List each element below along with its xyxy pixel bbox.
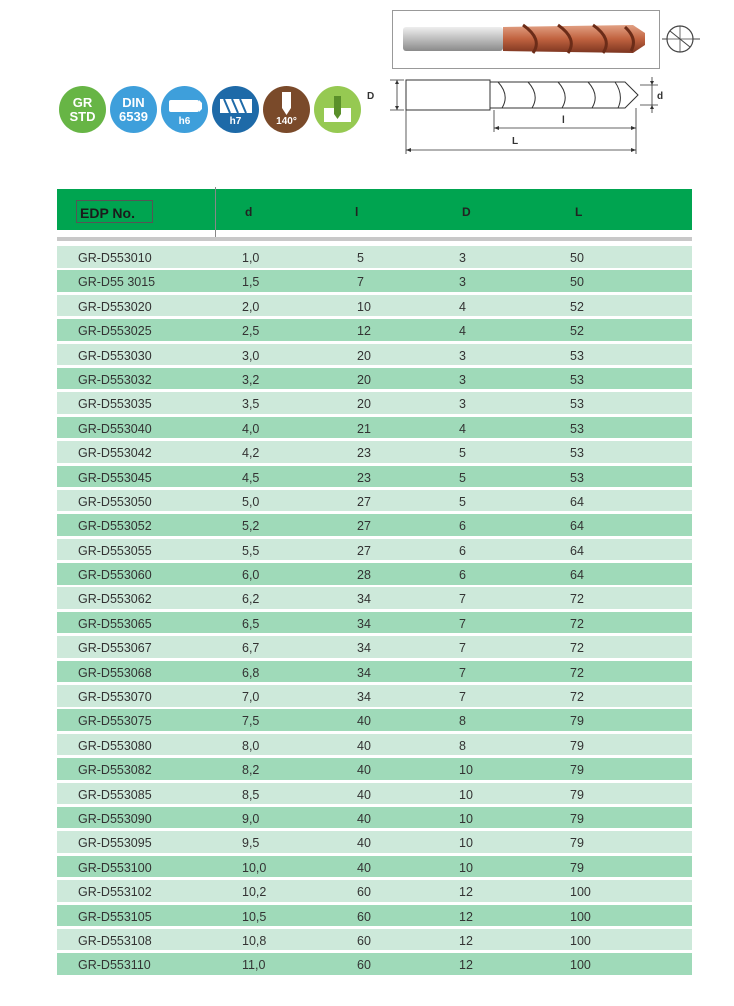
D-cell: 7 [459,616,466,631]
L-cell: 100 [570,933,591,948]
D-cell: 3 [459,275,466,290]
D-cell: 5 [459,446,466,461]
d-cell: 2,5 [242,324,260,339]
table-row [57,246,692,268]
d-cell: 8,5 [242,787,260,802]
d-cell: 10,8 [242,933,267,948]
din-line1: DIN [122,94,145,110]
table-row [57,319,692,341]
table-header [57,189,692,230]
edp-cell: GR-D553095 [78,836,152,851]
D-cell: 8 [459,714,466,729]
l-cell: 40 [357,860,371,875]
L-cell: 53 [570,421,584,436]
D-cell: 7 [459,592,466,607]
L-cell: 72 [570,690,584,705]
edp-cell: GR-D55 3015 [78,275,156,290]
d-cell: 3,0 [242,348,260,363]
d-cell: 2,0 [242,299,260,314]
d-cell: 1,5 [242,275,260,290]
d-cell: 10,5 [242,909,267,924]
drill-photo [392,10,660,69]
l-cell: 10 [357,299,371,314]
table-row [57,856,692,878]
D-cell: 5 [459,470,466,485]
l-cell: 60 [357,909,371,924]
L-cell: 53 [570,372,584,387]
l-cell: 21 [357,421,371,436]
edp-cell: GR-D553020 [78,299,152,314]
d-cell: 6,5 [242,616,260,631]
edp-cell: GR-D553070 [78,690,152,705]
l-cell: 60 [357,885,371,900]
l-cell: 23 [357,446,371,461]
L-cell: 53 [570,446,584,461]
D-cell: 12 [459,958,473,973]
L-cell: 100 [570,885,591,900]
l-cell: 40 [357,787,371,802]
edp-cell: GR-D553045 [78,470,152,485]
table-row [57,880,692,902]
edp-cell: GR-D553110 [78,958,151,973]
din-line2: 6539 [119,108,148,124]
D-cell: 8 [459,738,466,753]
table-row [57,344,692,366]
table-row [57,636,692,658]
D-cell: 12 [459,885,473,900]
L-cell: 64 [570,519,584,534]
l-cell: 40 [357,836,371,851]
table-row [57,392,692,414]
L-cell: 72 [570,641,584,656]
D-cell: 6 [459,519,466,534]
L-cell: 64 [570,494,584,509]
edp-cell: GR-D553082 [78,763,152,778]
table-row [57,905,692,927]
L-cell: 50 [570,251,584,265]
d-cell: 9,5 [242,836,260,851]
D-cell: 4 [459,324,466,339]
l-cell: 40 [357,811,371,826]
L-dimension-label: L [512,136,519,147]
gr-std-line2: STD [69,108,96,124]
edp-cell: GR-D553040 [78,421,152,436]
table-body [57,246,692,978]
D-cell: 6 [459,568,466,583]
D-cell: 5 [459,494,466,509]
coolant-icon [314,86,361,133]
edp-cell: GR-D553052 [78,519,152,534]
table-row [57,563,692,585]
D-cell: 6 [459,543,466,558]
l-cell: 7 [357,275,364,290]
edp-cell: GR-D553105 [78,909,152,924]
l-cell: 28 [357,568,371,583]
l-cell: 40 [357,763,371,778]
L-cell: 72 [570,665,584,680]
d-dimension-label: d [657,91,664,102]
d-cell: 5,5 [242,543,260,558]
edp-cell: GR-D553035 [78,397,152,412]
d-cell: 4,5 [242,470,260,485]
L-cell: 79 [570,738,584,753]
table-row [57,441,692,463]
l-cell: 20 [357,397,371,412]
edp-cell: GR-D553100 [78,860,152,875]
d-cell: 5,0 [242,494,260,509]
D-cell: 4 [459,299,466,314]
d-cell: 6,2 [242,592,260,607]
edp-cell: GR-D553080 [78,738,152,753]
feature-badges [59,86,361,133]
gr-std-line1: GR [72,94,93,110]
D-cell: 7 [459,641,466,656]
d-cell: 4,2 [242,446,260,461]
edp-cell: GR-D553062 [78,592,152,607]
L-cell: 79 [570,763,584,778]
L-cell: 100 [570,958,591,973]
D-cell: 10 [459,836,473,851]
d-cell: 7,0 [242,690,260,705]
edp-cell: GR-D553050 [78,494,152,509]
D-cell: 12 [459,909,473,924]
L-cell: 52 [570,299,584,314]
d-cell: 1,0 [242,251,260,265]
D-cell: 10 [459,811,473,826]
D-cell: 10 [459,787,473,802]
l-cell: 34 [357,690,371,705]
edp-cell: GR-D553067 [78,641,152,656]
D-cell: 3 [459,251,466,265]
table-row [57,758,692,780]
h7-drill-tolerance-icon [212,86,259,133]
edp-cell: GR-D553042 [78,446,152,461]
L-cell: 53 [570,348,584,363]
D-cell: 12 [459,933,473,948]
l-cell: 27 [357,543,371,558]
d-cell: 8,2 [242,763,260,778]
table-row [57,270,692,292]
l-cell: 20 [357,372,371,387]
L-cell: 79 [570,714,584,729]
table-row [57,709,692,731]
angle-label: 140° [276,116,297,127]
d-cell: 10,2 [242,885,267,900]
edp-header: EDP No. [76,200,153,223]
l-cell: 34 [357,665,371,680]
table-row [57,929,692,951]
D-cell: 7 [459,690,466,705]
edp-cell: GR-D553060 [78,568,152,583]
table-row [57,490,692,512]
d-cell: 11,0 [242,958,266,973]
d-cell: 6,8 [242,665,260,680]
edp-cell: GR-D553108 [78,933,152,948]
edp-cell: GR-D553102 [78,885,152,900]
drill-technical-drawing [360,72,670,167]
edp-cell: GR-D553030 [78,348,152,363]
L-cell: 79 [570,811,584,826]
D-cell: 3 [459,348,466,363]
table-row [57,466,692,488]
D-cell: 7 [459,665,466,680]
D-dimension-label: D [367,91,375,102]
L-cell: 50 [570,275,584,290]
edp-cell: GR-D553055 [78,543,152,558]
header-divider [215,187,216,239]
table-row [57,807,692,829]
l-cell: 34 [357,641,371,656]
L-cell: 79 [570,836,584,851]
l-cell: 60 [357,933,371,948]
header-separator [57,237,692,241]
d-cell: 10,0 [242,860,267,875]
l-cell: 5 [357,251,364,265]
table-row [57,587,692,609]
l-cell: 34 [357,592,371,607]
l-cell: 40 [357,714,371,729]
L-cell: 72 [570,616,584,631]
table-row [57,514,692,536]
point-angle-icon [263,86,310,133]
L-cell: 79 [570,787,584,802]
d-cell: 3,5 [242,397,260,412]
edp-cell: GR-D553075 [78,714,152,729]
d-header: d [245,205,253,219]
gr-std-badge [59,86,106,133]
L-header: L [575,205,583,219]
L-cell: 53 [570,470,584,485]
L-cell: 79 [570,860,584,875]
din-6539-badge [110,86,157,133]
h7-label: h7 [229,116,242,127]
table-row [57,539,692,561]
d-cell: 7,5 [242,714,260,729]
d-cell: 5,2 [242,519,260,534]
d-cell: 6,0 [242,568,260,583]
L-cell: 64 [570,543,584,558]
table-row [57,661,692,683]
l-header: l [355,205,359,219]
l-cell: 40 [357,738,371,753]
edp-cell: GR-D553090 [78,811,152,826]
d-cell: 3,2 [242,372,260,387]
L-cell: 100 [570,909,591,924]
table-row [57,783,692,805]
l-cell: 27 [357,494,371,509]
table-row [57,685,692,707]
D-cell: 3 [459,397,466,412]
l-cell: 20 [357,348,371,363]
edp-cell: GR-D553032 [78,372,152,387]
D-cell: 10 [459,763,473,778]
edp-cell: GR-D553065 [78,616,152,631]
l-dimension-label: l [562,115,565,126]
D-cell: 3 [459,372,466,387]
d-cell: 8,0 [242,738,260,753]
l-cell: 23 [357,470,371,485]
table-row [57,417,692,439]
table-row [57,734,692,756]
d-cell: 4,0 [242,421,260,436]
L-cell: 72 [570,592,584,607]
L-cell: 53 [570,397,584,412]
table-row [57,831,692,853]
D-cell: 4 [459,421,466,436]
h6-label: h6 [178,116,191,127]
l-cell: 34 [357,616,371,631]
table-row [57,295,692,317]
table-row [57,368,692,390]
edp-cell: GR-D553025 [78,324,152,339]
d-cell: 6,7 [242,641,260,656]
d-cell: 9,0 [242,811,260,826]
drill-end-view [660,14,704,69]
edp-cell: GR-D553068 [78,665,152,680]
L-cell: 64 [570,568,584,583]
edp-cell: GR-D553085 [78,787,152,802]
edp-cell: GR-D553010 [78,251,152,265]
D-cell: 10 [459,860,473,875]
h6-shank-tolerance-icon [161,86,208,133]
l-cell: 60 [357,958,371,973]
D-header: D [462,205,471,219]
table-row [57,612,692,634]
l-cell: 27 [357,519,371,534]
l-cell: 12 [357,324,371,339]
table-row [57,953,692,975]
L-cell: 52 [570,324,584,339]
